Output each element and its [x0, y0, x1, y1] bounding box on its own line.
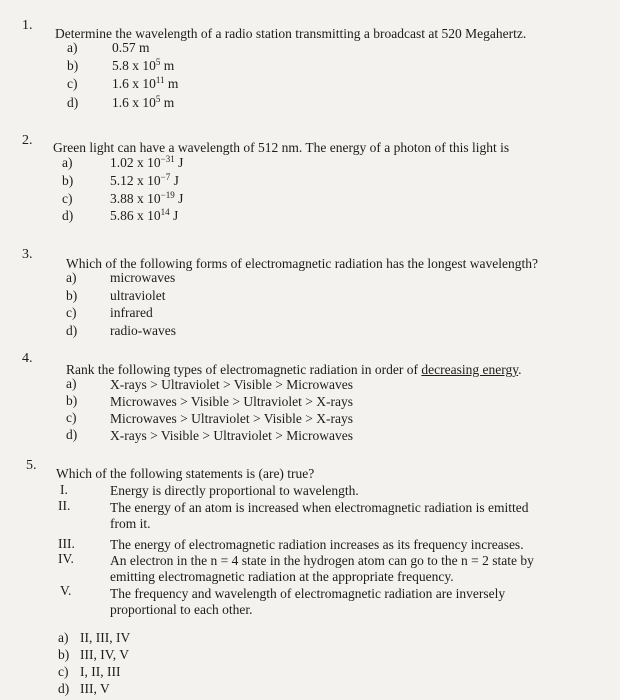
statement-text: An electron in the n = 4 state in the hydrogen atom can go to the n = 2 state by emitting electromagnetic radiation at the appropriate frequency.	[110, 553, 534, 584]
statement-text: The energy of an atom is increased when electromagnetic radiation is emitted from it.	[110, 500, 529, 531]
option-value: III, V	[80, 681, 110, 696]
option-letter: b)	[66, 288, 78, 303]
option-letter: b)	[66, 393, 78, 408]
option-letter: a)	[66, 270, 77, 285]
option-letter: a)	[58, 630, 69, 645]
option-letter: a)	[66, 376, 77, 391]
question-number: 5.	[26, 458, 37, 473]
statement-numeral: III.	[58, 536, 75, 551]
statement-numeral: I.	[60, 482, 68, 497]
option-value: X-rays > Ultraviolet > Visible > Microwaves	[110, 377, 353, 392]
option-value: 3.88 x $10^{-19}$ J	[110, 190, 184, 206]
option-value: 0.57 m	[112, 40, 150, 55]
option-letter: b)	[62, 173, 74, 188]
option-value: X-rays > Visible > Ultraviolet > Microwaves	[110, 428, 353, 443]
option-value: I, II, III	[80, 664, 121, 679]
option-value: 5.86 x $10^{14}$ J	[110, 207, 179, 223]
option-value: radio-waves	[110, 323, 176, 338]
option-value: 5.8 x $10^5$ m	[112, 57, 175, 73]
question-number: 3.	[22, 247, 33, 262]
question-number: 2.	[22, 133, 33, 148]
option-letter: c)	[67, 76, 78, 91]
option-letter: c)	[66, 410, 77, 425]
option-value: III, IV, V	[80, 647, 129, 662]
question-number: 1.	[22, 18, 33, 33]
option-value: 1.6 x $10^{11}$ m	[112, 75, 179, 91]
option-letter: d)	[66, 323, 78, 338]
option-value: 5.12 x $10^{-7}$ J	[110, 172, 179, 188]
option-letter: d)	[66, 427, 78, 442]
question-text: Green light can have a wavelength of 512 nm. The energy of a photon of this light is	[53, 140, 510, 155]
statement-numeral: V.	[60, 583, 72, 598]
option-value: 1.02 x $10^{-31}$ J	[110, 154, 184, 170]
option-letter: d)	[67, 95, 79, 110]
option-letter: b)	[67, 58, 79, 73]
option-value: microwaves	[110, 270, 176, 285]
option-letter: d)	[62, 208, 74, 223]
question-text: Which of the following forms of electromagnetic radiation has the longest wavelength?	[66, 256, 538, 271]
option-value: ultraviolet	[110, 288, 166, 303]
statement-numeral: II.	[58, 498, 71, 513]
statement-numeral: IV.	[58, 551, 74, 566]
question-text: Which of the following statements is (are) true?	[56, 466, 315, 481]
option-letter: c)	[66, 305, 77, 320]
statement-text: The energy of electromagnetic radiation increases as its frequency increases.	[110, 537, 524, 552]
question-number: 4.	[22, 351, 33, 366]
underlined-phrase: decreasing energy	[421, 362, 519, 377]
option-letter: b)	[58, 647, 70, 662]
option-value: II, III, IV	[80, 630, 131, 645]
option-letter: c)	[62, 191, 73, 206]
option-value: Microwaves > Ultraviolet > Visible > X-rays	[110, 411, 353, 426]
question-text: Determine the wavelength of a radio station transmitting a broadcast at 520 Megahertz.	[55, 26, 527, 41]
option-letter: a)	[67, 40, 78, 55]
option-letter: d)	[58, 681, 70, 696]
option-value: infrared	[110, 305, 153, 320]
question-text: Rank the following types of electromagnetic radiation in order of decreasing energy.	[66, 362, 522, 377]
statement-text: The frequency and wavelength of electromagnetic radiation are inversely proportional to each other.	[110, 586, 506, 617]
option-letter: c)	[58, 664, 69, 679]
option-value: Microwaves > Visible > Ultraviolet > X-rays	[110, 394, 353, 409]
statement-text: Energy is directly proportional to wavelength.	[110, 483, 359, 498]
option-letter: a)	[62, 155, 73, 170]
option-value: 1.6 x $10^5$ m	[112, 94, 175, 110]
